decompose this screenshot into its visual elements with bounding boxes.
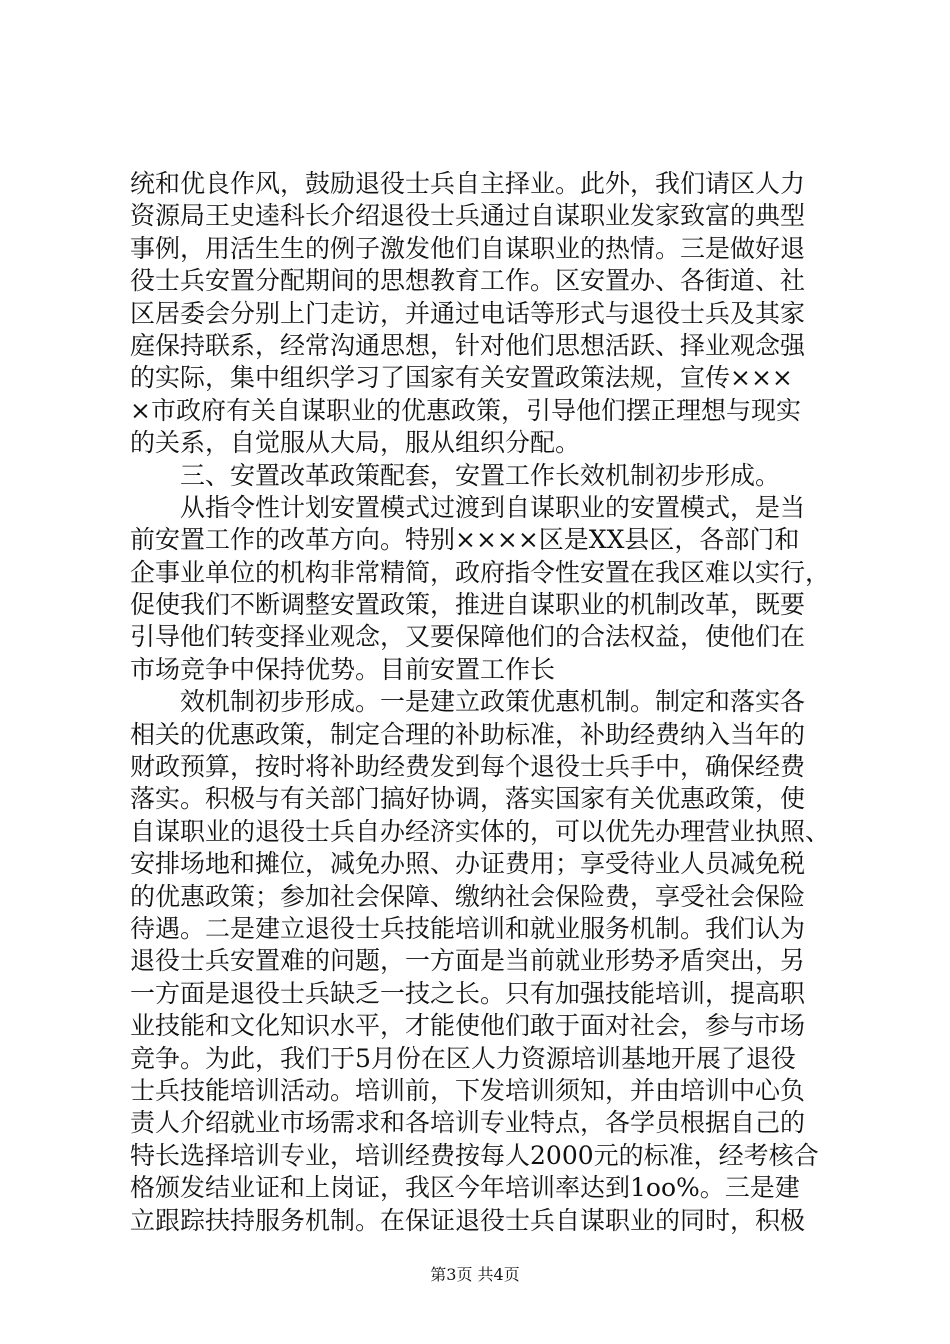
text-line: 自谋职业的退役士兵自办经济实体的，可以优先办理营业执照、 [130, 816, 830, 846]
text-line: 的关系，自觉服从大局，服从组织分配。 [130, 428, 581, 458]
text-line: 落实。积极与有关部门搞好协调，落实国家有关优惠政策，使 [130, 784, 806, 814]
text-line: ×市政府有关自谋职业的优惠政策，引导他们摆正理想与现实 [130, 395, 801, 425]
text-line: 财政预算，按时将补助经费发到每个退役士兵手中，确保经费 [130, 752, 806, 782]
text-line: 庭保持联系，经常沟通思想，针对他们思想活跃、择业观念强 [130, 330, 806, 360]
text-line: 从指令性计划安置模式过渡到自谋职业的安置模式，是当 [130, 492, 806, 522]
text-line: 退役士兵安置难的问题，一方面是当前就业形势矛盾突出，另 [130, 946, 806, 976]
text-line: 统和优良作风，鼓励退役士兵自主择业。此外，我们请区人力 [130, 169, 806, 198]
text-line: 区居委会分别上门走访，并通过电话等形式与退役士兵及其家 [130, 298, 806, 328]
text-line: 待遇。二是建立退役士兵技能培训和就业服务机制。我们认为 [130, 913, 806, 943]
body-text [130, 168, 830, 1237]
text-line: 事例，用活生生的例子激发他们自谋职业的热情。三是做好退 [130, 233, 806, 263]
text-line: 安排场地和摊位，减免办照、办证费用；享受待业人员减免税 [130, 849, 806, 879]
text-line: 促使我们不断调整安置政策，推进自谋职业的机制改革，既要 [130, 590, 806, 620]
text-line: 格颁发结业证和上岗证，我区今年培训率达到1oo%。三是建 [130, 1173, 800, 1203]
text-line: 一方面是退役士兵缺乏一技之长。只有加强技能培训，提高职 [130, 978, 806, 1008]
text-line: 业技能和文化知识水平，才能使他们敢于面对社会，参与市场 [130, 1011, 806, 1041]
text-line: 的实际，集中组织学习了国家有关安置政策法规，宣传××× [130, 363, 793, 393]
text-line: 前安置工作的改革方向。特别××××区是XX县区，各部门和 [130, 525, 800, 555]
page-footer: 第3页 共4页 [430, 1265, 520, 1284]
text-line: 企事业单位的机构非常精简，政府指令性安置在我区难以实行， [130, 557, 830, 587]
text-line: 竞争。为此，我们于5月份在区人力资源培训基地开展了退役 [130, 1043, 796, 1073]
text-line: 引导他们转变择业观念，又要保障他们的合法权益，使他们在 [130, 622, 806, 652]
text-line: 特长选择培训专业，培训经费按每人2000元的标准，经考核合 [130, 1140, 819, 1170]
text-line: 效机制初步形成。一是建立政策优惠机制。制定和落实各 [130, 687, 806, 717]
text-line: 责人介绍就业市场需求和各培训专业特点，各学员根据自己的 [130, 1108, 806, 1138]
text-line: 三、安置改革政策配套，安置工作长效机制初步形成。 [130, 460, 781, 490]
text-line: 士兵技能培训活动。培训前，下发培训须知，并由培训中心负 [130, 1075, 806, 1105]
text-line: 资源局王史逵科长介绍退役士兵通过自谋职业发家致富的典型 [130, 201, 806, 231]
text-line: 立跟踪扶持服务机制。在保证退役士兵自谋职业的同时，积极 [130, 1205, 806, 1235]
text-line: 相关的优惠政策，制定合理的补助标准，补助经费纳入当年的 [130, 719, 806, 749]
text-line: 役士兵安置分配期间的思想教育工作。区安置办、各街道、社 [130, 266, 806, 296]
text-line: 市场竞争中保持优势。目前安置工作长 [130, 654, 556, 684]
text-line: 的优惠政策；参加社会保障、缴纳社会保险费，享受社会保险 [130, 881, 806, 911]
